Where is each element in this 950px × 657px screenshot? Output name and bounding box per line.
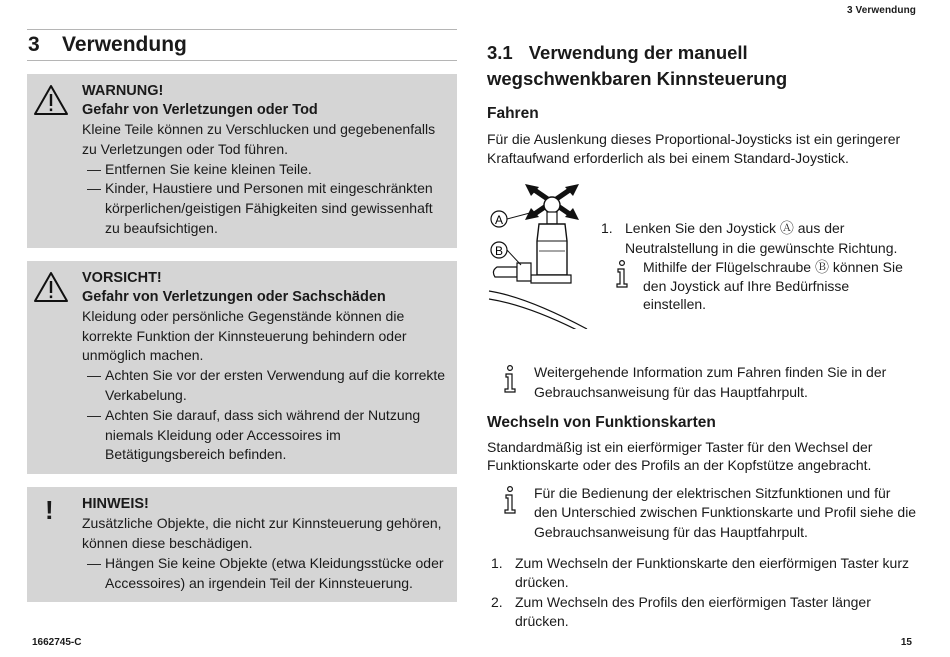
hinweis-notice	[27, 487, 457, 602]
fahren-step	[601, 219, 911, 314]
right-column	[487, 40, 917, 632]
step-number: 1.	[491, 554, 503, 571]
doc-number: 1662745-C	[32, 637, 82, 648]
list-item	[491, 554, 917, 593]
notice-keyword: HINWEIS!	[82, 496, 149, 513]
chapter-title-text: Verwendung	[62, 33, 187, 56]
warning-triangle-icon	[33, 271, 69, 308]
running-header: 3 Verwendung	[847, 5, 916, 16]
caution-text: Kleidung oder persönliche Gegenstände können die korrekte Funktion der Kinnsteuerung behindern oder unmöglich machen.	[82, 307, 407, 364]
notice-list	[82, 554, 449, 594]
step-text: Lenken Sie den Joystick Ⓐ aus der Neutralstellung in die gewünschte Richtung.	[625, 220, 898, 256]
label-a: A	[494, 213, 504, 227]
notice-text: Zusätzliche Objekte, die nicht zur Kinnsteuerung gehören, können diese beschädigen.	[82, 515, 442, 551]
warning-list	[82, 160, 449, 239]
fahren-text: Für die Auslenkung dieses Proportional-Joysticks ist ein geringerer Kraftaufwand erforderlich als bei einem Standard-Joystick.	[487, 131, 901, 166]
step-text: Zum Wechseln des Profils den eierförmigen Taster länger drücken.	[515, 593, 871, 630]
caution-list	[82, 366, 449, 465]
page-number: 15	[900, 637, 912, 648]
section-number: 3.1	[487, 42, 513, 63]
label-b: B	[494, 244, 504, 258]
chapter-number: 3	[28, 33, 40, 56]
fahren-heading: Fahren	[487, 105, 539, 122]
chapter-title	[27, 29, 457, 61]
wechseln-steps	[487, 554, 917, 632]
fahren-info-text: Weitergehende Information zum Fahren finden Sie in der Gebrauchsanweisung für das Hauptfahrpult.	[534, 364, 887, 400]
fahren-steps	[601, 219, 911, 258]
step-number: 1.	[601, 220, 613, 236]
warning-keyword: WARNUNG!	[82, 83, 164, 99]
step-info	[601, 258, 911, 314]
warning-triangle-icon	[33, 84, 69, 121]
list-item: — Kinder, Haustiere und Personen mit eingeschränkten körperlichen/geistigen Fähigkeiten sind gewissenhaft zu beaufsichtigen.	[82, 179, 449, 238]
fahren-info	[487, 363, 917, 403]
wechseln-info-text: Für die Bedienung der elektrischen Sitzfunktionen und für den Unterschied zwischen Funktionskarte und Profil siehe die Gebrauchsanweisung für das Hauptfahrpult.	[534, 484, 917, 541]
joystick-figure-area	[487, 179, 917, 339]
wechseln-info	[487, 484, 917, 543]
warning-notice	[27, 74, 457, 248]
warning-text: Kleine Teile können zu Verschlucken und gegebenenfalls zu Verletzungen oder Tod führen.	[82, 121, 436, 157]
list-item: — Achten Sie darauf, dass sich während der Nutzung niemals Kleidung oder Accessoires im Betätigungsbereich befinden.	[82, 406, 449, 465]
info-icon	[503, 486, 517, 520]
section-title	[487, 40, 917, 92]
caution-keyword: VORSICHT!	[82, 269, 162, 286]
exclamation-icon: !	[45, 495, 54, 526]
list-item: — Achten Sie vor der ersten Verwendung auf die korrekte Verkabelung.	[82, 366, 449, 406]
list-item	[491, 593, 917, 632]
left-column	[27, 29, 457, 602]
warning-subtitle: Gefahr von Verletzungen oder Tod	[82, 102, 318, 118]
info-icon	[503, 365, 517, 399]
wechseln-heading: Wechseln von Funktionskarten	[487, 413, 716, 431]
caution-subtitle: Gefahr von Verletzungen oder Sachschäden	[82, 288, 386, 305]
step-info-text: Mithilfe der Flügelschraube Ⓑ können Sie den Joystick auf Ihre Bedürfnisse einstellen.	[643, 259, 903, 312]
caution-notice	[27, 261, 457, 474]
step-number: 2.	[491, 593, 503, 610]
list-item: — Hängen Sie keine Objekte (etwa Kleidungsstücke oder Accessoires) an irgendein Teil der Kinnsteuerung.	[82, 554, 449, 594]
step-text: Zum Wechseln der Funktionskarte den eierförmigen Taster kurz drücken.	[515, 554, 909, 591]
wechseln-text: Standardmäßig ist ein eierförmiger Taster für den Wechsel der Funktionskarte oder des Profils an der Kopfstütze angebracht.	[487, 438, 873, 474]
list-item: — Entfernen Sie keine kleinen Teile.	[82, 160, 449, 180]
section-title-text: Verwendung der manuell wegschwenkbaren Kinnsteuerung	[487, 42, 788, 89]
list-item	[601, 219, 911, 258]
joystick-figure	[487, 179, 597, 329]
